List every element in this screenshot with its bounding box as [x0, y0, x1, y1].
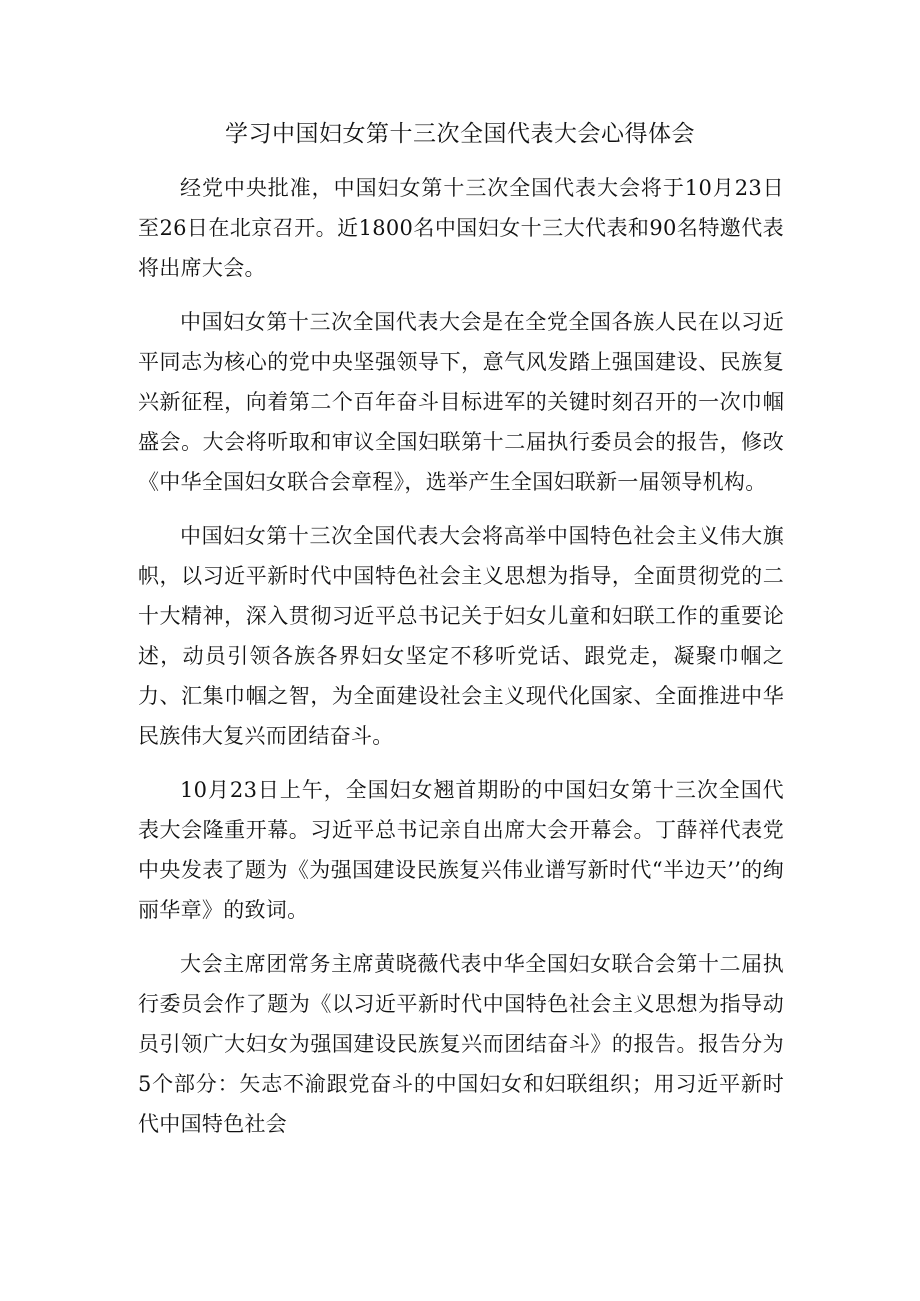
paragraph-1: 经党中央批准，中国妇女第十三次全国代表大会将于10月23日至26日在北京召开。近1800名中国妇女十三大代表和90名特邀代表将出席大会。	[138, 176, 784, 280]
document-title: 学习中国妇女第十三次全国代表大会心得体会	[225, 121, 695, 147]
paragraph-2: 中国妇女第十三次全国代表大会是在全党全国各族人民在以习近平同志为核心的党中央坚强领导下，意气风发踏上强国建设、民族复兴新征程，向着第二个百年奋斗目标进军的关键时刻召开的一次巾帼盛会。大会将听取和审议全国妇联第十二届执行委员会的报告，修改《中华全国妇女联合会章程》，选举产生全国妇联新一届领导机构。	[138, 310, 784, 494]
paragraph-3: 中国妇女第十三次全国代表大会将高举中国特色社会主义伟大旗帜，以习近平新时代中国特色社会主义思想为指导，全面贯彻党的二十大精神，深入贯彻习近平总书记关于妇女儿童和妇联工作的重要论述，动员引领各族各界妇女坚定不移听党话、跟党走，凝聚巾帼之力、汇集巾帼之智，为全面建设社会主义现代化国家、全面推进中华民族伟大复兴而团结奋斗。	[138, 524, 784, 748]
document-body	[138, 168, 784, 1144]
paragraph-5: 大会主席团常务主席黄晓薇代表中华全国妇女联合会第十二届执行委员会作了题为《以习近平新时代中国特色社会主义思想为指导动员引领广大妇女为强国建设民族复兴而团结奋斗》的报告。报告分为5个部分：矢志不渝跟党奋斗的中国妇女和妇联组织；用习近平新时代中国特色社会	[138, 952, 784, 1136]
paragraph-4: 10月23日上午，全国妇女翘首期盼的中国妇女第十三次全国代表大会隆重开幕。习近平总书记亲自出席大会开幕会。丁薛祥代表党中央发表了题为《为强国建设民族复兴伟业谱写新时代“半边天’’的绚丽华章》的致词。	[138, 778, 784, 922]
